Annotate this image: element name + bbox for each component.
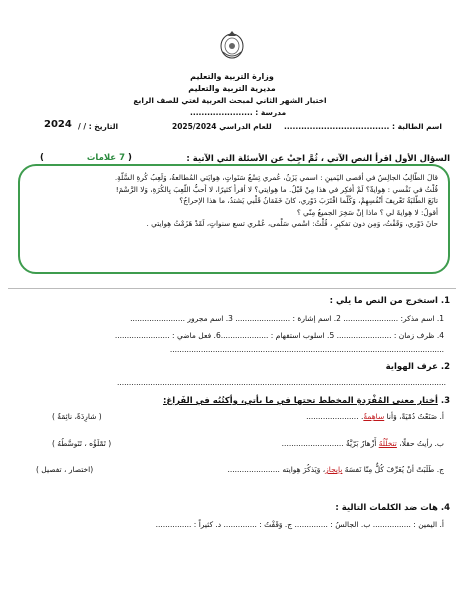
marks-value: 7 علامات [86,153,125,163]
passage-line: قالَ الطّالِبُ الجالِسُ في أقصى اليَمينِ : اسمي يَزَنُ، عُمري تِسْعُ سَنَواتٍ، هِوايَتي المُطالعةُ، وَلَعِبُ كُرةِ السَّلَّةِ. [114,173,438,182]
q2-answer-line: .......................................................................................................................................... [117,378,446,387]
q3-b-options: ( تَمْلَؤُه ، تَتَوسَّطُهُ ) [52,439,112,448]
q3-item-a [306,412,444,421]
passage-line: قُلْتُ في نَفْسي : هِوايةٌ؟ لَمْ أُفكِر في هذا مِنْ قَبْلُ. ما هِوايتي؟ لا أقرأُ كثيرًا، لا أُحبُّ اللَّعِبَ بِالكُرَةِ، وَلا الرَّسْمَ! [115,184,438,194]
marks-badge [40,153,132,163]
q1-row2: 4. ظرف زمان : ....................... 5. اسلوب استفهام : ....................6. فعل ماضي : ....................... [114,331,444,340]
q1-answer-line: ................................................................................................................... [169,345,444,354]
q4-row: أ. اليمين : ................ ب. الجالسُ : .............. ج. وَقَفْتُ : .............. د. كثيراً : ............... [155,520,444,529]
jordan-emblem [219,30,245,60]
q3-a-options: ( شارِدَةٌ، نائِمَةٌ ) [52,412,102,421]
q3-item-c [227,465,444,474]
date-label: التاريخ : / / [78,122,119,131]
q3-item-b [282,439,444,448]
q2-title: عرف الهواية [385,362,438,372]
reading-passage [18,164,450,274]
q3-c-text: ج. طَلَبَتْ أنْ يُعَرِّفَ كُلٌّ مِنّا نَفسَهُ [342,465,444,474]
directorate-name: مديرية التربية والتعليم [188,84,276,93]
q3-a-blank: . ...................... [306,412,364,421]
exam-title: اختبار الشهر الثاني لمبحث العربية لغتي للصف الرابع [133,96,327,105]
question1-title: السؤال الأول اقرأ النص الآتي ، ثُمَّ اجِبْ عن الأسئلة التي الآتية : [186,154,450,164]
q2-number: 2. [440,362,450,372]
q3-b-text: ب. رأيتُ حقلًا، [396,439,444,448]
passage-line: أقولُ: لا هِوايةَ لي ؟ ماذا إنْ سَخِرَ الجميعُ مِنّي ؟ [296,207,438,217]
q3-c-options: (اختصار ، تفصيل ) [36,465,94,474]
q3-number: 3. [440,396,450,406]
year-value: 2024 [44,119,72,130]
q3-c-word: بإيجاز [325,465,343,474]
q3-a-word: ساهِمةٌ [363,412,385,421]
q1-number: 1. [440,296,450,306]
q3-heading [163,396,450,406]
q1-heading [330,296,450,306]
q3-a-text: أ. صَنَعْتُ دُمْيَةً، وَأنا [384,412,444,421]
passage-line: تابَعَ الطَّلبَةُ تَعْريفَ أنْفُسِهِمْ، وَكُلَّما اقْتَرَبَ دَوْري، كانَ خَفَقانُ قَلْبي يَشتدُ، ما هذا الإحراجُ؟ [179,196,438,206]
academic-year-label: للعام الدراسي 2025/2024 [172,122,272,131]
q3-c-blank: ، وَيَذكُرَ هِوايته ...................... [227,465,326,474]
q2-heading [386,362,450,372]
ministry-name: وزارة التربية والتعليم [190,72,274,81]
q1-title: استخرج من النص ما يلي : [329,296,438,306]
q1-row1: 1. اسم مذكر: ....................... 2. اسم إشارة : ....................... 3. اسم مجرور ....................... [130,314,444,323]
q3-b-word: تتخلّلُهُ [378,439,397,448]
passage-line: حانَ دَوْري، وَقَفْتُ، وَمِن دون تفكيرٍ ، قُلْتُ: اسْمي سَلْمى، عُمْري تسع سنواتٍ، لَقَدْ هَزَمْتُ هِوايتي . [146,219,438,229]
q4-heading [335,503,450,513]
school-label: مدرسة : ...................... [190,108,287,117]
q4-title: هات ضد الكلمات التالية : [335,503,438,513]
marks-close-paren: ) [40,153,44,163]
q4-number: 4. [440,503,450,513]
q3-title: أختار معنى المُفْرَدةِ المخطط تحتها في ما يأتي، وأكتُبُه في الفَراغ: [163,396,438,406]
divider [8,288,456,289]
q3-b-blank: أَزْهارٌ بَرّيَّةٌ .......................... [281,439,379,448]
marks-open-paren: ( [127,153,132,163]
student-name-label: اسم الطالبة : ..................................... [283,122,442,131]
